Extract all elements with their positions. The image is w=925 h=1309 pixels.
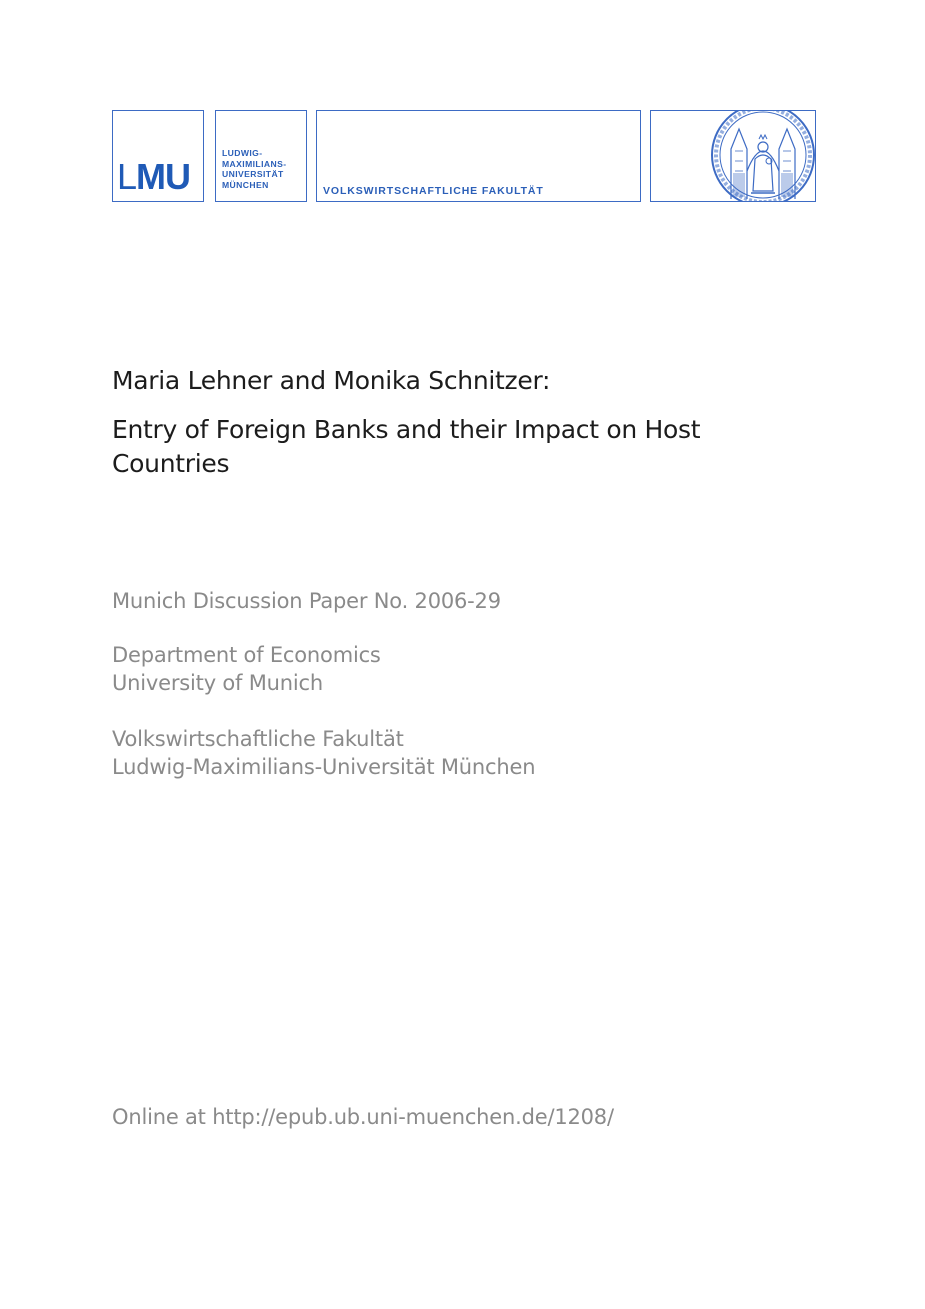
series-number: Munich Discussion Paper No. 2006-29 — [112, 589, 501, 613]
faculty-name: VOLKSWIRTSCHAFTLICHE FAKULTÄT — [323, 185, 544, 197]
department-de: Volkswirtschaftliche Fakultät — [112, 727, 404, 751]
faculty-banner — [316, 110, 641, 202]
university-name-line: MAXIMILIANS- — [222, 158, 287, 169]
paper-title-line-2: Countries — [112, 449, 230, 478]
university-name-line: UNIVERSITÄT — [222, 169, 284, 179]
university-name-line: MÜNCHEN — [222, 179, 269, 190]
online-link[interactable]: Online at http://epub.ub.uni-muenchen.de/1208/ — [112, 1105, 614, 1129]
university-en: University of Munich — [112, 671, 323, 695]
university-name-line: LUDWIG- — [222, 148, 263, 158]
lmu-logo — [112, 110, 204, 202]
university-seal-icon — [651, 111, 816, 202]
university-name-logo — [215, 110, 307, 202]
logo-letters-mu: MU — [136, 156, 191, 197]
seal-panel — [650, 110, 816, 202]
logo-letter-l: L — [117, 156, 137, 197]
university-de: Ludwig-Maximilians-Universität München — [112, 755, 536, 779]
department-en: Department of Economics — [112, 643, 381, 667]
paper-title-line-1: Entry of Foreign Banks and their Impact on Host — [112, 415, 701, 444]
authors: Maria Lehner and Monika Schnitzer: — [112, 366, 551, 395]
